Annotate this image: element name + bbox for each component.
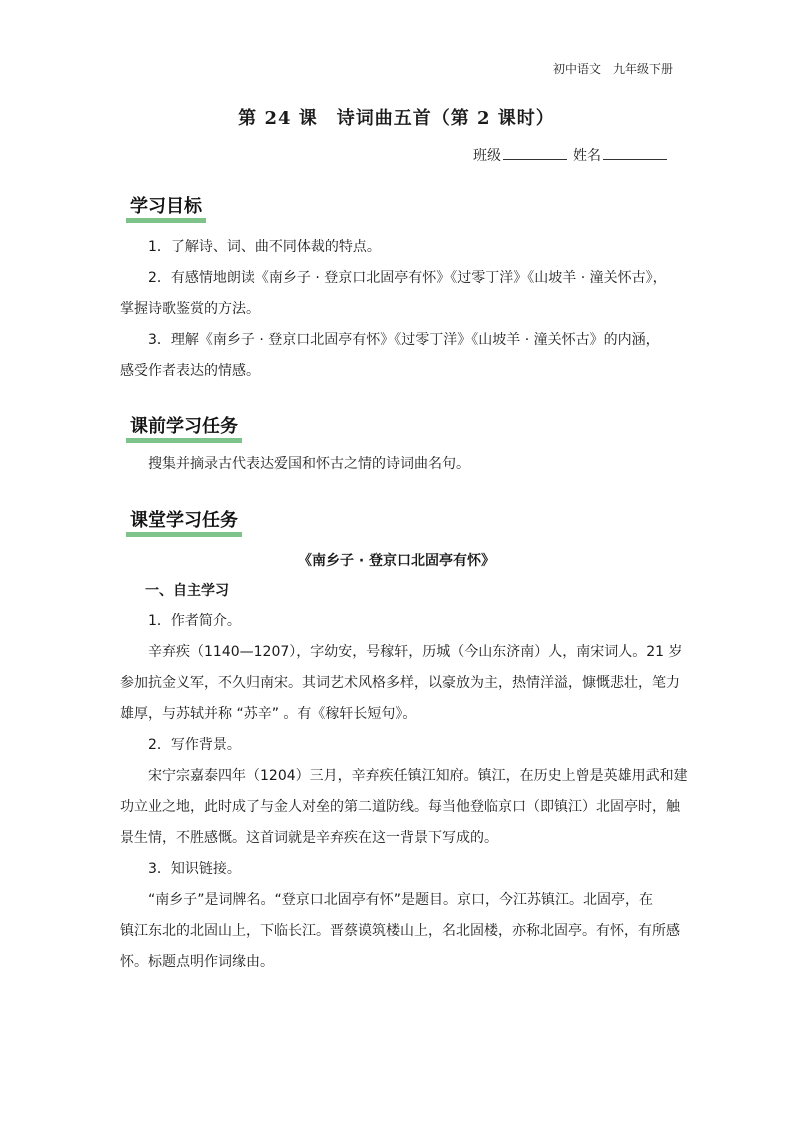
class-blank	[503, 145, 567, 160]
inclass-body	[120, 606, 688, 978]
self-study-heading: 一、自主学习	[145, 583, 229, 599]
lesson-title: 第 24 课 诗词曲五首（第 2 课时）	[238, 108, 555, 129]
page-header	[553, 60, 673, 77]
objective-line: 1．了解诗、词、曲不同体裁的特点。	[148, 239, 381, 255]
inclass-line: 宋宁宗嘉泰四年（1204）三月，辛弃疾任镇江知府。镇江，在历史上曾是英雄用武和建	[148, 768, 688, 784]
inclass-line: 3．知识链接。	[148, 861, 241, 877]
objective-line: 3．理解《南乡子 · 登京口北固亭有怀》《过零丁洋》《山坡羊 · 潼关怀古》的内涵，	[148, 332, 660, 348]
name-row	[473, 145, 673, 165]
inclass-line: “南乡子”是词牌名。“登京口北固亭有怀”是题目。京口，今江苏镇江。北固亭，在	[148, 892, 654, 908]
preclass-line: 搜集并摘录古代表达爱国和怀古之情的诗词曲名句。	[148, 456, 470, 472]
name-label: 姓名	[573, 148, 601, 164]
inclass-heading: 课堂学习任务	[126, 506, 242, 534]
inclass-line: 雄厚，与苏轼并称 “苏辛” 。有《稼轩长短句》。	[120, 706, 417, 722]
poem-title: 《南乡子 · 登京口北固亭有怀》	[297, 553, 496, 569]
inclass-line: 怀。标题点明作词缘由。	[120, 954, 274, 970]
objectives-heading: 学习目标	[126, 192, 206, 220]
inclass-line: 景生情，不胜感慨。这首词就是辛弃疾在这一背景下写成的。	[120, 830, 498, 846]
subject-label: 初中语文	[552, 62, 601, 76]
objective-line: 感受作者表达的情感。	[120, 363, 260, 379]
inclass-line: 功立业之地，此时成了与金人对垒的第二道防线。每当他登临京口（即镇江）北固亭时，触	[120, 799, 680, 815]
inclass-line: 辛弃疾（1140—1207），字幼安，号稼轩，历城（今山东济南）人，南宋词人。21 岁	[148, 644, 683, 660]
inclass-line: 2．写作背景。	[148, 737, 241, 753]
preclass-body	[120, 449, 676, 480]
class-label: 班级	[473, 148, 501, 164]
preclass-heading: 课前学习任务	[126, 412, 242, 440]
inclass-line: 镇江东北的北固山上，下临长江。晋蔡谟筑楼山上，名北固楼，亦称北固亭。有怀，有所感	[120, 923, 680, 939]
name-blank	[603, 145, 667, 160]
inclass-line: 1．作者简介。	[148, 613, 241, 629]
objective-line: 2．有感情地朗读《南乡子 · 登京口北固亭有怀》《过零丁洋》《山坡羊 · 潼关怀古》，	[148, 270, 667, 286]
inclass-line: 参加抗金义军，不久归南宋。其词艺术风格多样，以豪放为主，热情洋溢，慷慨悲壮，笔力	[120, 675, 680, 691]
grade-label: 九年级下册	[612, 62, 673, 76]
objectives-body	[120, 232, 676, 387]
objective-line: 掌握诗歌鉴赏的方法。	[120, 301, 260, 317]
